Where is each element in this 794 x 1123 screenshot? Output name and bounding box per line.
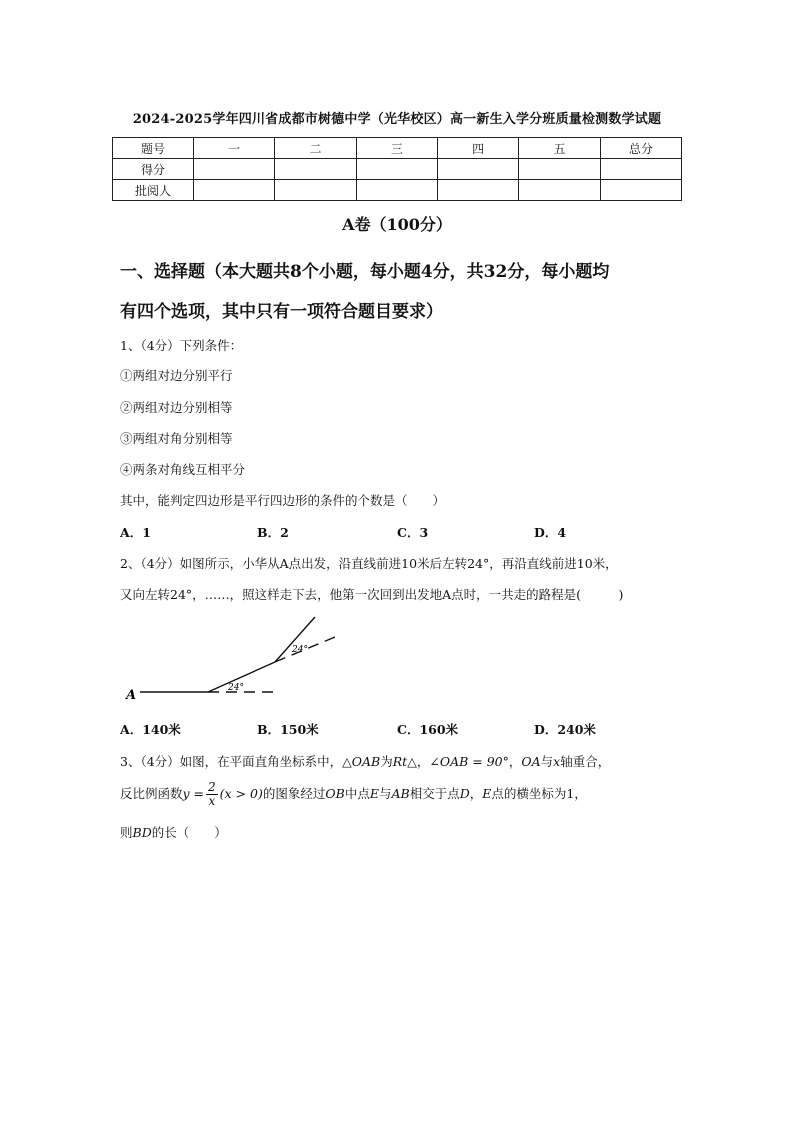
document-title: 2024-2025学年四川省成都市树德中学（光华校区）高一新生入学分班质量检测数学试题 xyxy=(132,112,662,127)
q2-option-d[interactable]: D．240米 xyxy=(534,722,596,737)
q3-text: 中点 xyxy=(344,786,370,801)
q3-line-2 xyxy=(120,781,587,808)
q3-math: AB xyxy=(391,786,410,801)
score-row-label: 得分 xyxy=(113,159,194,180)
q3-math: Rt△ xyxy=(392,754,417,769)
q1-stem: 1、（4分）下列条件： xyxy=(120,338,243,353)
section-a-heading: A卷（100分） xyxy=(342,215,452,234)
score-table-header-row xyxy=(113,138,682,159)
q1-option-d[interactable]: D．4 xyxy=(534,525,567,540)
q3-math: △OAB xyxy=(342,754,381,769)
q3-math: y = xyxy=(182,786,205,801)
score-cell[interactable] xyxy=(275,159,356,180)
reviewer-cell[interactable] xyxy=(437,180,518,201)
q3-text: ， xyxy=(416,754,430,769)
q1-option-b[interactable]: B．2 xyxy=(257,525,289,540)
header-cell: 总分 xyxy=(600,138,681,159)
q1-option-a[interactable]: A．1 xyxy=(120,525,151,540)
header-cell: 四 xyxy=(437,138,518,159)
q3-math: ∠OAB = 90° xyxy=(429,754,509,769)
header-cell: 一 xyxy=(194,138,275,159)
fraction-numerator: 2 xyxy=(208,780,216,794)
q3-text: 反比例函数 xyxy=(120,786,183,801)
reviewer-cell[interactable] xyxy=(519,180,600,201)
part-one-heading xyxy=(120,252,690,332)
part-one-heading-line-1: 一、选择题（本大题共8个小题，每小题4分，共32分，每小题均 xyxy=(120,262,610,282)
q3-line-1 xyxy=(120,752,610,770)
q3-text: 相交于点 xyxy=(409,786,460,801)
q3-text: 3、（4分）如图，在平面直角坐标系中， xyxy=(120,754,343,769)
q2-line-2: 又向左转24°，……，照这样走下去，他第一次回到出发地A点时，一共走的路程是( ) xyxy=(120,587,624,602)
q3-math: OA xyxy=(521,754,541,769)
score-cell[interactable] xyxy=(519,159,600,180)
score-cell[interactable] xyxy=(437,159,518,180)
q3-text: 则 xyxy=(120,825,133,840)
reviewer-cell[interactable] xyxy=(275,180,356,201)
angle-label-1: 24° xyxy=(228,683,244,693)
fraction xyxy=(206,781,218,808)
reviewer-cell[interactable] xyxy=(194,180,275,201)
q2-walking-path-figure xyxy=(120,612,350,707)
part-one-heading-line-2: 有四个选项，其中只有一项符合题目要求） xyxy=(120,302,443,322)
header-cell: 题号 xyxy=(113,138,194,159)
q3-text: 与 xyxy=(378,786,392,801)
q1-item-3: ③两组对角分别相等 xyxy=(120,431,233,446)
q1-item-2: ②两组对边分别相等 xyxy=(120,400,233,415)
q3-text: 的长（ ） xyxy=(151,825,227,840)
score-row xyxy=(113,159,682,180)
reviewer-row-label: 批阅人 xyxy=(113,180,194,201)
fraction-denominator: x xyxy=(208,794,216,808)
q3-text: 为 xyxy=(380,754,393,769)
header-cell: 五 xyxy=(519,138,600,159)
q1-item-1: ①两组对边分别平行 xyxy=(120,368,233,383)
q2-line-1: 2、（4分）如图所示，小华从A点出发，沿直线前进10米后左转24°，再沿直线前进10米， xyxy=(120,556,618,571)
q3-math: OB xyxy=(325,786,345,801)
q3-math: (x > 0) xyxy=(219,786,263,801)
q2-option-a[interactable]: A．140米 xyxy=(120,722,181,737)
header-cell: 二 xyxy=(275,138,356,159)
q3-text: 轴重合， xyxy=(560,754,611,769)
q3-text: ， xyxy=(508,754,522,769)
score-cell[interactable] xyxy=(600,159,681,180)
q1-item-4: ④两条对角线互相平分 xyxy=(120,462,246,477)
score-table xyxy=(112,137,682,201)
score-cell[interactable] xyxy=(356,159,437,180)
q3-text: 与 xyxy=(540,754,554,769)
reviewer-cell[interactable] xyxy=(356,180,437,201)
reviewer-row xyxy=(113,180,682,201)
q3-math: D xyxy=(459,786,470,801)
q1-option-c[interactable]: C．3 xyxy=(397,525,429,540)
q2-option-b[interactable]: B．150米 xyxy=(257,722,319,737)
q3-math: E xyxy=(482,786,492,801)
q1-question: 其中，能判定四边形是平行四边形的条件的个数是（ ） xyxy=(120,493,446,508)
q3-math: E xyxy=(369,786,379,801)
q3-line-3 xyxy=(120,823,227,841)
path-segment-3 xyxy=(275,617,315,662)
score-cell[interactable] xyxy=(194,159,275,180)
angle-label-2: 24° xyxy=(292,645,308,655)
q3-text: 点的横坐标为1， xyxy=(491,786,587,801)
q3-math: x xyxy=(553,754,561,769)
q3-text: ， xyxy=(469,786,483,801)
q2-option-c[interactable]: C．160米 xyxy=(397,722,459,737)
q3-math: BD xyxy=(132,825,152,840)
reviewer-cell[interactable] xyxy=(600,180,681,201)
header-cell: 三 xyxy=(356,138,437,159)
q3-text: 的图象经过 xyxy=(262,786,326,801)
point-a-label: A xyxy=(126,688,137,703)
